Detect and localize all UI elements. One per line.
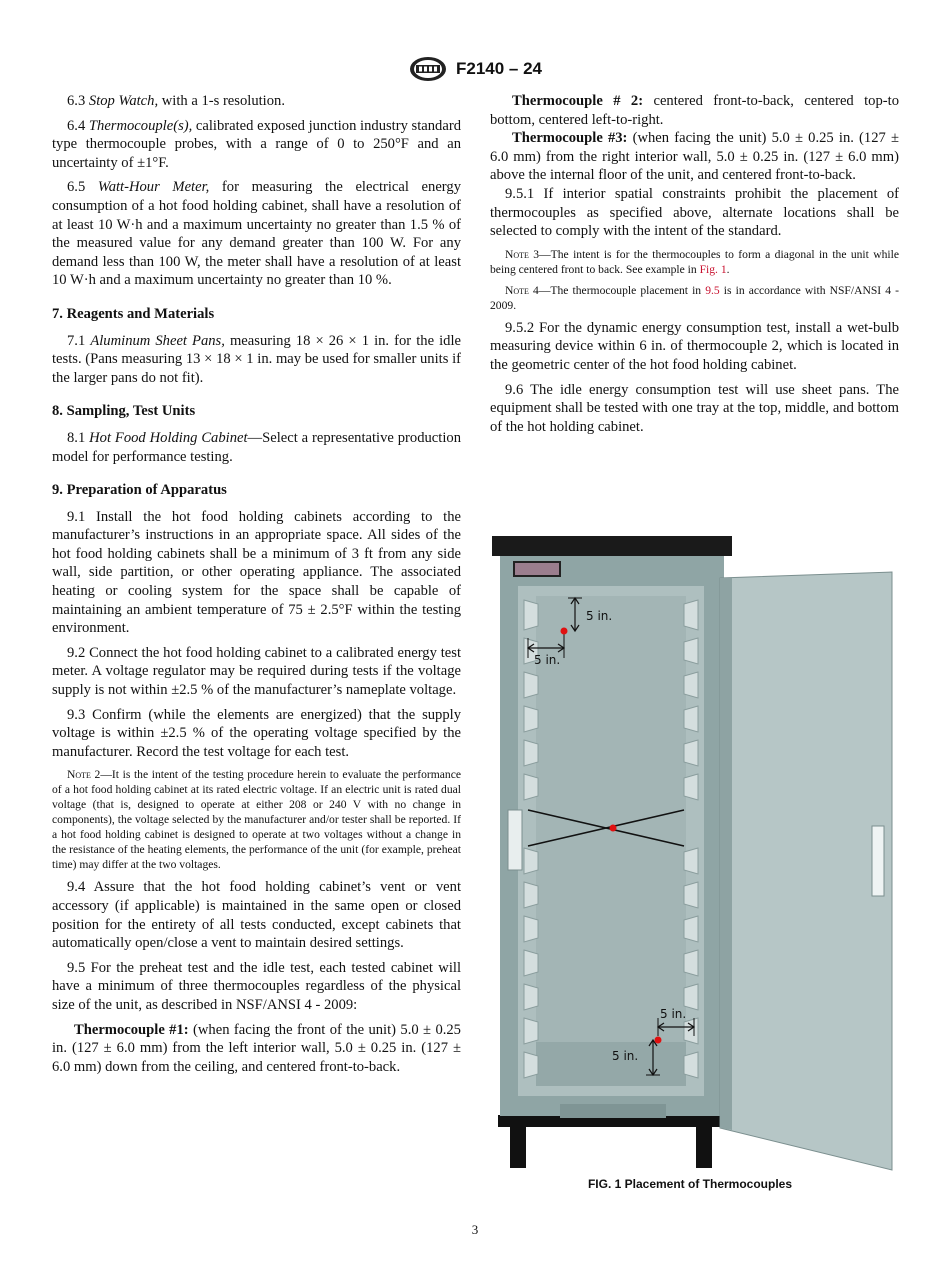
paragraph-9-1: 9.1 Install the hot food holding cabinets according to the manufacturer’s instructions in an appropriate space. All sides of the hot food holding cabinets shall be a minimum of 3 ft from any side wall, side partition, or other operating appliance. The associated heating or cooling system for the space shall be capable of maintaining an ambient temperature of 75 ± 2.5°F within the testing environment. — [52, 508, 461, 637]
cabinet-kick-plate — [560, 1104, 666, 1118]
paragraph-8-1: 8.1 Hot Food Holding Cabinet—Select a representative production model for performance testing. — [52, 429, 461, 465]
figure-1-cabinet-diagram — [488, 530, 898, 1175]
section-8-heading: 8. Sampling, Test Units — [52, 403, 196, 420]
note-3: Note 3—The intent is for the thermocouples to form a diagonal in the unit while being centered front to back. See example in Fig. 1. — [490, 247, 899, 276]
paragraph-9-6: 9.6 The idle energy consumption test will use sheet pans. The equipment shall be tested with one tray at the top, middle, and bottom of the hot holding cabinet. — [490, 381, 899, 435]
control-panel — [514, 562, 560, 576]
dimension-label-top-horizontal: 5 in. — [534, 653, 561, 667]
paragraph-9-2: 9.2 Connect the hot food holding cabinet to a calibrated energy test meter. A voltage regulator may be required during tests if the voltage supply is not within ±2.5 % of the manufacturer’s nameplate voltage. — [52, 644, 461, 699]
thermocouple-1-point — [561, 628, 568, 635]
paragraph-6-4: 6.4 Thermocouple(s), calibrated exposed junction industry standard type thermocouple probes, with a range of 0 to 250°F and an uncertainty of ±1°F. — [52, 117, 461, 171]
paragraph-6-5: 6.5 Watt-Hour Meter, for measuring the electrical energy consumption of a hot food holding cabinet, shall have a resolution of at least 10 W·h and a maximum uncertainty no greater than 1.5 % of the measured value for any demand greater than 100 W. For any demand less than 100 W, the meter shall have a resolution of at least 10 W·h and a maximum uncertainty no greater than 10 %. — [52, 179, 461, 289]
note-4: Note 4—The thermocouple placement in 9.5 is in accordance with NSF/ANSI 4 - 2009. — [490, 283, 899, 312]
paragraph-7-1: 7.1 Aluminum Sheet Pans, measuring 18 × 26 × 1 in. for the idle tests. (Pans measuring 13 × 18 × 1 in. may be used for smaller units if the larger pans do not fit). — [52, 332, 461, 386]
paragraph-9-5-2: 9.5.2 For the dynamic energy consumption test, install a wet-bulb measuring device within 6 in. of thermocouple 2, which is located in the geometric center of the hot food holding cabinet. — [490, 319, 899, 373]
section-9-heading: 9. Preparation of Apparatus — [52, 482, 227, 499]
cabinet-floor — [536, 1042, 686, 1086]
right-column — [490, 92, 899, 442]
astm-logo-icon — [408, 56, 448, 82]
paragraph-6-3: 6.3 Stop Watch, with a 1-s resolution. — [67, 93, 285, 109]
cabinet-leg-left — [510, 1120, 526, 1168]
page-header — [0, 56, 950, 84]
cabinet-door — [720, 572, 892, 1170]
paragraph-9-5: 9.5 For the preheat test and the idle test, each tested cabinet will have a minimum of three thermocouples regardless of the physical size of the unit, as described in NSF/ANSI 4 - 2009: — [52, 959, 461, 1013]
dimension-label-bottom-vertical: 5 in. — [612, 1049, 639, 1063]
thermocouple-3-spec: Thermocouple #3: (when facing the unit) 5.0 ± 0.25 in. (127 ± 6.0 mm) from the right interior wall, 5.0 ± 0.25 in. (127 ± 6.0 mm) above the internal floor of the unit, and centered front-to-back. — [490, 130, 899, 184]
paragraph-9-3: 9.3 Confirm (while the elements are energized) that the supply voltage is within ±2.5 % of the operating voltage specified by the manufacturer. Record the test voltage for each test. — [52, 706, 461, 760]
door-edge — [720, 578, 732, 1130]
dimension-label-bottom-horizontal: 5 in. — [660, 1007, 687, 1021]
section-9-5-link[interactable]: 9.5 — [705, 283, 720, 297]
page-number: 3 — [471, 1222, 479, 1237]
cabinet-leg-right — [696, 1120, 712, 1168]
standard-designation: F2140 – 24 — [455, 59, 542, 78]
thermocouple-3-point — [655, 1037, 662, 1044]
left-column — [52, 92, 461, 1076]
cabinet-top-cap — [492, 536, 732, 556]
door-handle — [872, 826, 884, 896]
door-hinge-tab — [508, 810, 522, 870]
note-2: Note 2—It is the intent of the testing procedure herein to evaluate the performance of a hot food holding cabinet at its rated electric voltage. If an electric unit is rated dual voltage (that is, designed to operate at either 208 or 240 V with no change in components), the voltage selected by the manufacturer and/or tester shall be reported. If a hot food holding cabinet is designed to operate at two voltages without a change in the resistance of the heating elements, the performance of the unit (for example, preheat time) may differ at the two voltages. — [52, 768, 461, 872]
section-7-heading: 7. Reagents and Materials — [52, 305, 215, 322]
dimension-label-top-vertical: 5 in. — [586, 609, 613, 623]
thermocouple-2-spec: Thermocouple # 2: centered front-to-back, centered top-to bottom, centered left-to-right. — [490, 93, 899, 128]
figure-1-link[interactable]: Fig. 1 — [699, 262, 727, 276]
thermocouple-2-point — [610, 825, 617, 832]
paragraph-9-4: 9.4 Assure that the hot food holding cabinet’s vent or vent accessory (if applicable) is maintained in the same open or closed position for the entirety of all tests conducted, except cabinets that automatically open/close a vent to maintain desired settings. — [52, 879, 461, 952]
figure-1-caption: FIG. 1 Placement of Thermocouples — [587, 1177, 793, 1191]
thermocouple-1-spec: Thermocouple #1: (when facing the front of the unit) 5.0 ± 0.25 in. (127 ± 6.0 mm) from the left interior wall, 5.0 ± 0.25 in. (127 ± 6.0 mm) down from the ceiling, and centered front-to-back. — [52, 1021, 461, 1075]
paragraph-9-5-1: 9.5.1 If interior spatial constraints prohibit the placement of thermocouples as specified above, alternate locations shall be selected to comply with the intent of the standard. — [490, 185, 899, 240]
